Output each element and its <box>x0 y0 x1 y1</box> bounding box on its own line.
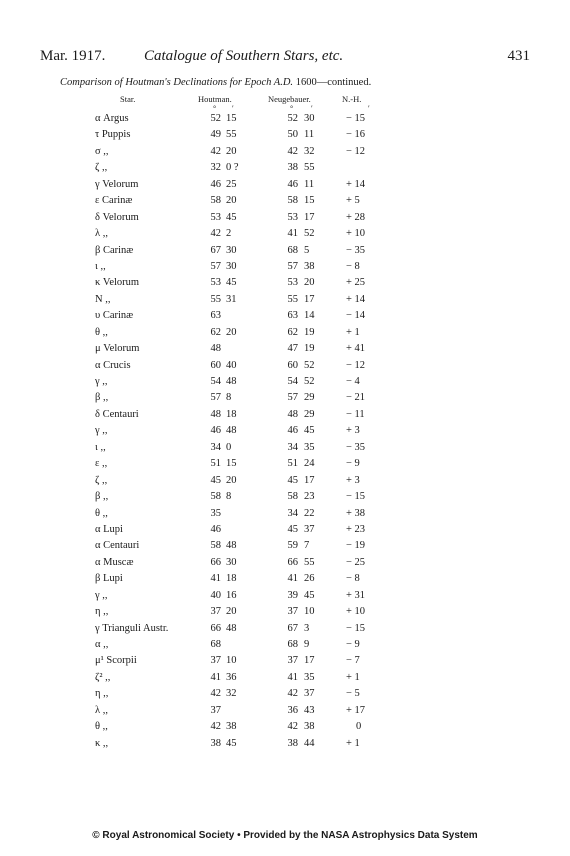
neugebauer-minutes: 20 <box>304 277 315 289</box>
neugebauer-degrees: 41 <box>287 228 298 240</box>
table-row <box>0 621 570 637</box>
neugebauer-degrees: 46 <box>287 425 298 437</box>
table-row <box>0 571 570 587</box>
neugebauer-minutes: 23 <box>304 491 315 503</box>
houtman-minutes: 20 <box>226 474 237 486</box>
issue-date: Mar. 1917. <box>40 48 106 64</box>
table-row <box>0 374 570 390</box>
star-name: γ ,, <box>95 376 108 387</box>
star-name: β ,, <box>95 392 109 404</box>
table-row <box>0 325 570 341</box>
neugebauer-minutes: 37 <box>304 688 315 700</box>
houtman-minutes: 30 <box>226 260 237 272</box>
star-name: κ ,, <box>95 737 109 749</box>
neugebauer-minutes: 38 <box>304 721 315 733</box>
neugebauer-degrees: 42 <box>287 721 298 733</box>
neugebauer-minutes: 38 <box>304 260 315 272</box>
houtman-degrees: 53 <box>210 277 221 289</box>
houtman-degrees: 49 <box>210 129 221 141</box>
star-name: γ Trianguli Austr. <box>95 622 169 634</box>
table-row <box>0 686 570 702</box>
table-row <box>0 522 570 538</box>
table-row <box>0 555 570 571</box>
declination-table <box>0 111 570 752</box>
caption-plain: 1600—continued. <box>295 77 372 88</box>
star-name: ι ,, <box>95 441 106 453</box>
neugebauer-degrees: 55 <box>287 293 298 305</box>
difference-value: + 14 <box>346 178 366 190</box>
table-row <box>0 243 570 259</box>
neugebauer-degrees: 42 <box>287 145 298 157</box>
star-name: ζ ,, <box>95 162 108 174</box>
neugebauer-degrees: 68 <box>287 244 298 256</box>
difference-value: − 21 <box>346 392 366 404</box>
star-name: υ Carinæ <box>95 310 134 322</box>
houtman-degrees: 42 <box>210 145 221 157</box>
difference-value: + 1 <box>346 737 360 749</box>
neugebauer-minutes: 3 <box>304 622 310 634</box>
difference-value: + 10 <box>346 228 366 240</box>
difference-value: 0 <box>356 721 362 733</box>
neugebauer-degrees: 58 <box>287 491 298 503</box>
star-name: η ,, <box>95 688 109 700</box>
table-row <box>0 653 570 669</box>
caption-italic: Comparison of Houtman's Declinations for Epoch A.D. <box>60 77 294 88</box>
houtman-degrees: 68 <box>210 639 221 650</box>
houtman-deg-mark: ° <box>213 104 217 113</box>
table-row <box>0 703 570 719</box>
neugebauer-minutes: 45 <box>304 425 315 437</box>
houtman-minutes: 2 <box>226 228 232 240</box>
neugebauer-degrees: 45 <box>287 523 298 535</box>
difference-value: + 23 <box>346 523 366 535</box>
difference-value: − 5 <box>346 688 360 700</box>
houtman-minutes: 32 <box>226 688 237 700</box>
difference-value: + 1 <box>346 326 360 338</box>
neugebauer-minutes: 17 <box>304 655 315 667</box>
houtman-minutes: 18 <box>226 408 237 420</box>
neugebauer-degrees: 36 <box>287 704 298 716</box>
neugebauer-minutes: 44 <box>304 737 315 749</box>
neugebauer-minutes: 7 <box>304 540 310 552</box>
difference-value: + 3 <box>346 474 360 486</box>
star-name: ι ,, <box>95 260 106 272</box>
table-row <box>0 210 570 226</box>
table-row <box>0 275 570 291</box>
neugebauer-minutes: 5 <box>304 244 310 256</box>
difference-value: + 17 <box>346 704 366 716</box>
neugebauer-minutes: 55 <box>304 162 315 174</box>
neugebauer-degrees: 53 <box>287 277 298 289</box>
houtman-minutes: 0 <box>226 441 232 453</box>
col-star: Star. <box>120 94 136 104</box>
neugebauer-minutes: 55 <box>304 556 315 568</box>
neugebauer-degrees: 46 <box>287 178 298 190</box>
houtman-minutes: 55 <box>226 129 237 141</box>
star-name: μ Velorum <box>95 343 140 355</box>
neugebauer-degrees: 57 <box>287 392 298 404</box>
table-caption <box>60 77 530 88</box>
houtman-degrees: 42 <box>210 228 221 240</box>
table-row <box>0 160 570 176</box>
houtman-degrees: 40 <box>210 589 221 601</box>
neugebauer-minutes: 37 <box>304 523 315 535</box>
houtman-degrees: 62 <box>210 326 221 338</box>
neugebauer-minutes: 52 <box>304 228 315 240</box>
neugebauer-degrees: 62 <box>287 326 298 338</box>
table-row <box>0 440 570 456</box>
neugebauer-min-mark: ′ <box>311 104 313 113</box>
table-row <box>0 604 570 620</box>
neugebauer-minutes: 19 <box>304 326 315 338</box>
houtman-degrees: 34 <box>210 441 221 453</box>
column-headers <box>0 94 570 106</box>
houtman-degrees: 60 <box>210 359 221 371</box>
difference-value: − 15 <box>346 491 366 503</box>
page-number: 431 <box>507 48 530 64</box>
houtman-degrees: 55 <box>210 293 221 305</box>
houtman-minutes: 31 <box>226 293 237 305</box>
houtman-degrees: 57 <box>210 260 221 272</box>
neugebauer-minutes: 22 <box>304 507 315 519</box>
houtman-minutes: 48 <box>226 540 237 552</box>
difference-value: − 9 <box>346 458 360 470</box>
neugebauer-degrees: 59 <box>287 540 298 552</box>
houtman-minutes: 48 <box>226 376 237 387</box>
table-row <box>0 292 570 308</box>
table-row <box>0 506 570 522</box>
neugebauer-minutes: 10 <box>304 606 315 618</box>
neugebauer-degrees: 41 <box>287 671 298 683</box>
table-row <box>0 390 570 406</box>
neugebauer-degrees: 38 <box>287 737 298 749</box>
neugebauer-degrees: 45 <box>287 474 298 486</box>
houtman-minutes: 10 <box>226 655 237 667</box>
star-name: η ,, <box>95 606 109 618</box>
table-row <box>0 259 570 275</box>
difference-value: + 28 <box>346 211 366 223</box>
houtman-minutes: 48 <box>226 622 237 634</box>
neugebauer-minutes: 29 <box>304 392 315 404</box>
table-row <box>0 341 570 357</box>
neugebauer-minutes: 14 <box>304 310 315 322</box>
houtman-degrees: 46 <box>210 425 221 437</box>
star-name: γ ,, <box>95 425 108 437</box>
houtman-degrees: 45 <box>210 474 221 486</box>
table-row <box>0 193 570 209</box>
star-name: ε Carinæ <box>95 195 133 207</box>
houtman-minutes: 20 <box>226 326 237 338</box>
difference-value: − 19 <box>346 540 366 552</box>
table-row <box>0 127 570 143</box>
neugebauer-minutes: 17 <box>304 293 315 305</box>
star-name: α Crucis <box>95 359 131 371</box>
neugebauer-minutes: 32 <box>304 145 315 157</box>
table-row <box>0 736 570 752</box>
star-name: α Muscæ <box>95 556 134 568</box>
difference-value: − 12 <box>346 359 366 371</box>
neugebauer-degrees: 37 <box>287 655 298 667</box>
houtman-minutes: 30 <box>226 556 237 568</box>
houtman-minutes: 38 <box>226 721 237 733</box>
neugebauer-minutes: 29 <box>304 408 315 420</box>
houtman-degrees: 46 <box>210 523 221 535</box>
difference-value: − 16 <box>346 129 366 141</box>
col-houtman: Houtman. <box>198 94 232 104</box>
star-name: θ ,, <box>95 326 108 338</box>
difference-value: + 14 <box>346 293 366 305</box>
neugebauer-minutes: 17 <box>304 211 315 223</box>
difference-value: − 14 <box>346 310 366 322</box>
neugebauer-deg-mark: ° <box>290 104 294 113</box>
table-row <box>0 423 570 439</box>
neugebauer-degrees: 34 <box>287 441 298 453</box>
difference-value: − 15 <box>346 113 366 124</box>
neugebauer-minutes: 11 <box>304 178 315 190</box>
table-row <box>0 358 570 374</box>
difference-value: + 10 <box>346 606 366 618</box>
houtman-degrees: 53 <box>210 211 221 223</box>
table-row <box>0 538 570 554</box>
table-row <box>0 719 570 735</box>
neugebauer-minutes: 11 <box>304 129 315 141</box>
houtman-minutes: 15 <box>226 113 237 124</box>
star-name: τ Puppis <box>95 129 131 141</box>
table-row <box>0 407 570 423</box>
star-name: θ ,, <box>95 721 108 733</box>
houtman-degrees: 41 <box>210 573 221 585</box>
table-row <box>0 456 570 472</box>
difference-value: + 5 <box>346 195 360 207</box>
houtman-minutes: 20 <box>226 145 237 157</box>
houtman-degrees: 58 <box>210 491 221 503</box>
neugebauer-degrees: 68 <box>287 639 298 650</box>
houtman-degrees: 67 <box>210 244 221 256</box>
neugebauer-degrees: 51 <box>287 458 298 470</box>
difference-value: − 7 <box>346 655 360 667</box>
neugebauer-minutes: 52 <box>304 376 315 387</box>
houtman-minutes: 18 <box>226 573 237 585</box>
houtman-degrees: 48 <box>210 408 221 420</box>
houtman-degrees: 37 <box>210 655 221 667</box>
star-name: β Lupi <box>95 573 123 585</box>
difference-value: + 38 <box>346 507 366 519</box>
houtman-minutes: 15 <box>226 458 237 470</box>
neugebauer-minutes: 15 <box>304 195 315 207</box>
neugebauer-degrees: 38 <box>287 162 298 174</box>
neugebauer-minutes: 17 <box>304 474 315 486</box>
neugebauer-degrees: 60 <box>287 359 298 371</box>
houtman-minutes: 45 <box>226 277 237 289</box>
difference-value: − 4 <box>346 376 360 387</box>
col-neugebauer: Neugebauer. <box>268 94 311 104</box>
difference-value: − 8 <box>346 573 360 585</box>
houtman-degrees: 42 <box>210 721 221 733</box>
star-name: N ,, <box>95 293 111 305</box>
star-name: λ ,, <box>95 228 108 240</box>
neugebauer-degrees: 52 <box>287 113 298 124</box>
table-row <box>0 670 570 686</box>
table-row <box>0 308 570 324</box>
houtman-minutes: 40 <box>226 359 237 371</box>
neugebauer-minutes: 26 <box>304 573 315 585</box>
houtman-degrees: 66 <box>210 556 221 568</box>
table-row <box>0 588 570 604</box>
star-name: σ ,, <box>95 145 109 157</box>
neugebauer-degrees: 63 <box>287 310 298 322</box>
neugebauer-minutes: 43 <box>304 704 315 716</box>
difference-value: + 1 <box>346 671 360 683</box>
star-name: β Carinæ <box>95 244 134 256</box>
neugebauer-degrees: 50 <box>287 129 298 141</box>
star-name: δ Velorum <box>95 211 139 223</box>
neugebauer-degrees: 67 <box>287 622 298 634</box>
houtman-minutes: 36 <box>226 671 237 683</box>
star-name: ε ,, <box>95 458 108 470</box>
neugebauer-minutes: 35 <box>304 671 315 683</box>
difference-value: − 12 <box>346 145 366 157</box>
houtman-minutes: 20 <box>226 606 237 618</box>
neugebauer-minutes: 24 <box>304 458 315 470</box>
star-name: ζ ,, <box>95 474 108 486</box>
nh-min-mark: ′ <box>368 104 370 113</box>
neugebauer-minutes: 9 <box>304 639 310 650</box>
star-name: ζ² ,, <box>95 671 111 683</box>
table-row <box>0 489 570 505</box>
table-row <box>0 637 570 653</box>
neugebauer-degrees: 66 <box>287 556 298 568</box>
houtman-degrees: 35 <box>210 507 221 519</box>
neugebauer-minutes: 45 <box>304 589 315 601</box>
neugebauer-degrees: 58 <box>287 195 298 207</box>
neugebauer-minutes: 35 <box>304 441 315 453</box>
houtman-minutes: 45 <box>226 211 237 223</box>
star-name: γ Velorum <box>95 178 139 190</box>
neugebauer-degrees: 37 <box>287 606 298 618</box>
houtman-degrees: 38 <box>210 737 221 749</box>
difference-value: + 41 <box>346 343 366 355</box>
houtman-degrees: 32 <box>210 162 221 174</box>
difference-value: − 15 <box>346 622 366 634</box>
neugebauer-degrees: 42 <box>287 688 298 700</box>
table-row <box>0 473 570 489</box>
star-name: β ,, <box>95 491 109 503</box>
star-name: α ,, <box>95 639 109 650</box>
difference-value: − 11 <box>346 408 365 420</box>
houtman-degrees: 46 <box>210 178 221 190</box>
houtman-degrees: 63 <box>210 310 221 322</box>
page-header <box>40 48 530 68</box>
table-row <box>0 177 570 193</box>
difference-value: + 31 <box>346 589 366 601</box>
star-name: α Argus <box>95 113 129 124</box>
houtman-degrees: 58 <box>210 195 221 207</box>
houtman-degrees: 37 <box>210 606 221 618</box>
houtman-degrees: 41 <box>210 671 221 683</box>
neugebauer-minutes: 30 <box>304 113 315 124</box>
houtman-degrees: 42 <box>210 688 221 700</box>
neugebauer-degrees: 57 <box>287 260 298 272</box>
houtman-minutes: 45 <box>226 737 237 749</box>
neugebauer-degrees: 48 <box>287 408 298 420</box>
houtman-min-mark: ′ <box>232 104 234 113</box>
star-name: λ ,, <box>95 704 108 716</box>
neugebauer-degrees: 39 <box>287 589 298 601</box>
star-name: α Lupi <box>95 523 123 535</box>
neugebauer-minutes: 19 <box>304 343 315 355</box>
difference-value: − 35 <box>346 441 366 453</box>
houtman-degrees: 66 <box>210 622 221 634</box>
houtman-minutes: 8 <box>226 392 232 404</box>
neugebauer-degrees: 53 <box>287 211 298 223</box>
star-name: μ¹ Scorpii <box>95 655 137 667</box>
table-row <box>0 144 570 160</box>
houtman-degrees: 51 <box>210 458 221 470</box>
difference-value: − 35 <box>346 244 366 256</box>
col-nh: N.-H. <box>342 94 362 104</box>
neugebauer-minutes: 52 <box>304 359 315 371</box>
neugebauer-degrees: 54 <box>287 376 298 387</box>
houtman-degrees: 54 <box>210 376 221 387</box>
houtman-degrees: 48 <box>210 343 221 355</box>
star-name: θ ,, <box>95 507 108 519</box>
table-row <box>0 111 570 127</box>
table-row <box>0 226 570 242</box>
running-title: Catalogue of Southern Stars, etc. <box>144 48 344 64</box>
difference-value: + 25 <box>346 277 366 289</box>
difference-value: − 25 <box>346 556 366 568</box>
houtman-minutes: 20 <box>226 195 237 207</box>
houtman-degrees: 52 <box>210 113 221 124</box>
houtman-degrees: 37 <box>210 704 221 716</box>
difference-value: + 3 <box>346 425 360 437</box>
houtman-minutes: 0 ? <box>226 162 239 174</box>
star-name: κ Velorum <box>95 277 140 289</box>
houtman-minutes: 8 <box>226 491 232 503</box>
star-name: γ ,, <box>95 589 108 601</box>
houtman-minutes: 16 <box>226 589 237 601</box>
houtman-degrees: 58 <box>210 540 221 552</box>
star-name: δ Centauri <box>95 408 139 420</box>
neugebauer-degrees: 41 <box>287 573 298 585</box>
houtman-minutes: 30 <box>226 244 237 256</box>
neugebauer-degrees: 47 <box>287 343 298 355</box>
difference-value: − 9 <box>346 639 360 650</box>
neugebauer-degrees: 34 <box>287 507 298 519</box>
houtman-minutes: 25 <box>226 178 237 190</box>
houtman-minutes: 48 <box>226 425 237 437</box>
copyright-footer: © Royal Astronomical Society • Provided by the NASA Astrophysics Data System <box>92 830 478 841</box>
difference-value: − 8 <box>346 260 360 272</box>
houtman-degrees: 57 <box>210 392 221 404</box>
star-name: α Centauri <box>95 540 140 552</box>
